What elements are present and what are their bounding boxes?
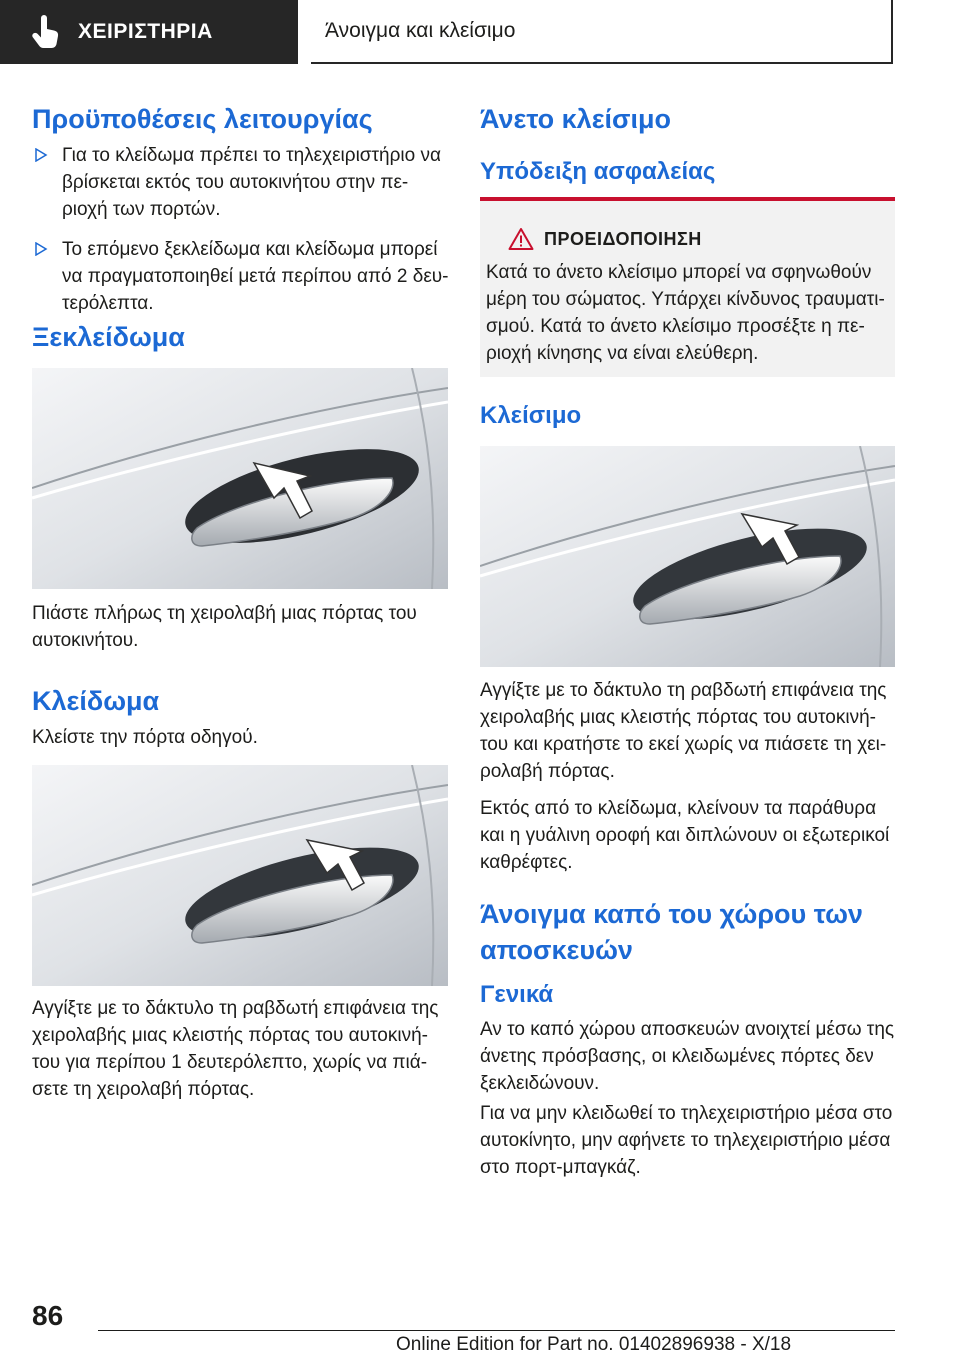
triangle-bullet-icon — [34, 148, 48, 162]
section-tab — [0, 0, 298, 64]
triangle-bullet-icon — [34, 242, 48, 256]
pointing-hand-icon — [30, 12, 70, 52]
general-heading: Γενικά — [480, 981, 554, 1008]
warning-text: Κατά το άνετο κλείσιμο μπορεί να σφηνωθούν μέρη του σώματος. Υπάρχει κίνδυνος τραυματι-σμού. Κατά το άνετο κλείσιμο προσέξτε η πε-ριοχή κίνησης να είναι ελεύθερη. — [486, 262, 885, 364]
unlock-heading: Ξεκλείδωμα — [32, 322, 185, 352]
door-handle-photo-unlock — [32, 368, 448, 589]
general-paragraph-1: Αν το καπό χώρου αποσκευών ανοιχτεί μέσω της άνετης πρόσβασης, οι κλειδωμένες πόρτες δεν ξεκλειδώνουν. — [480, 1019, 895, 1094]
lock-caption: Αγγίξτε με το δάκτυλο τη ραβδωτή επιφάνεια της χειρολαβής μιας κλειστής πόρτας του αυτοκινή-του για περίπου 1 δευτερόλεπτο, χωρίς να πιά-σετε τη χειρολαβή πόρτας. — [32, 998, 439, 1100]
warning-box — [480, 197, 895, 377]
general-paragraph-2: Για να μην κλειδωθεί το τηλεχειριστήριο μέσα στο αυτοκίνητο, μην αφήνετε το τηλεχειριστήριο μέσα στο πορτ-μπαγκάζ. — [480, 1103, 893, 1178]
bullet-item — [32, 236, 452, 317]
door-handle-photo-lock — [32, 765, 448, 986]
door-handle-photo-closing — [480, 446, 895, 667]
closing-caption: Αγγίξτε με το δάκτυλο τη ραβδωτή επιφάνεια της χειρολαβής μιας κλειστής πόρτας του αυτοκινή-του και κρατήστε το εκεί χωρίς να πιάσετε τη χει-ρολαβή πόρτας. — [480, 680, 887, 782]
footer-divider — [98, 1330, 895, 1331]
unlock-caption: Πιάστε πλήρως τη χειρολαβή μιας πόρτας του αυτοκινήτου. — [32, 603, 417, 651]
edition-text: Online Edition for Part no. 01402896938 - X/18 — [396, 1334, 792, 1355]
closing-heading: Κλείσιμο — [480, 402, 582, 429]
prereq-heading: Προϋποθέσεις λειτουργίας — [32, 104, 373, 134]
lock-heading: Κλείδωμα — [32, 686, 160, 716]
warning-title: ΠΡΟΕΙΔΟΠΟΙΗΣΗ — [544, 229, 702, 249]
chapter-title: Άνοιγμα και κλείσιμο — [325, 19, 516, 42]
warning-triangle-icon — [508, 227, 534, 256]
closing-note: Εκτός από το κλείδωμα, κλείνουν τα παράθυρα και η γυάλινη οροφή και διπλώνουν οι εξωτερικοί καθρέφτες. — [480, 798, 890, 873]
section-label: ΧΕΙΡΙΣΤΗΡΙΑ — [78, 20, 213, 43]
bullet-text: Για το κλείδωμα πρέπει το τηλεχειριστήριο να βρίσκεται εκτός του αυτοκινήτου στην πε-ριοχή των πορτών. — [62, 145, 441, 220]
chapter-header — [311, 0, 893, 64]
comfort-closing-heading: Άνετο κλείσιμο — [480, 104, 671, 134]
safety-note-heading: Υπόδειξη ασφαλείας — [480, 158, 716, 185]
bullet-text: Το επόμενο ξεκλείδωμα και κλείδωμα μπορεί να πραγματοποιηθεί μετά περίπου από 2 δευ-τερόλεπτα. — [62, 239, 449, 314]
page-number: 86 — [32, 1300, 64, 1331]
trunk-lid-heading: Άνοιγμα καπό του χώρου των αποσκευών — [480, 899, 863, 965]
bullet-item — [32, 142, 452, 223]
lock-intro: Κλείστε την πόρτα οδηγού. — [32, 727, 258, 748]
